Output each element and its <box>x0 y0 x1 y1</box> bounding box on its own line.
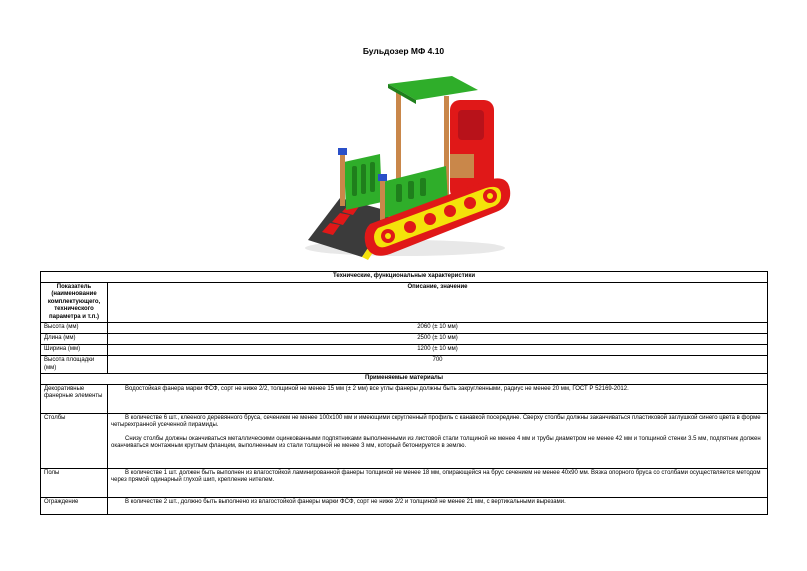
material-name: Декоративные фанерные элементы <box>41 384 108 413</box>
description-paragraph: В количестве 2 шт., должно быть выполнено из влагостойкой фанеры марки ФСФ, сорт не ниже 2/2 и толщиной не менее 21 мм, с вертикальными вырезами. <box>125 498 566 505</box>
post-cap <box>378 174 387 181</box>
param-name: Длина (мм) <box>41 334 108 345</box>
cab-roof <box>388 76 478 100</box>
material-name: Ограждение <box>41 497 108 514</box>
bulldozer-illustration <box>300 62 520 262</box>
front-post <box>340 154 345 206</box>
material-description <box>108 468 768 497</box>
column-header-row <box>41 282 768 323</box>
table-row <box>41 345 768 356</box>
cab-window <box>458 110 484 140</box>
table-row <box>41 497 768 514</box>
fence-cutouts <box>352 162 375 196</box>
table-row <box>41 356 768 374</box>
material-name: Столбы <box>41 413 108 468</box>
page-title: Бульдозер МФ 4.10 <box>362 46 445 56</box>
param-value: 2500 (± 10 мм) <box>108 334 768 345</box>
material-description <box>108 384 768 413</box>
seat <box>450 154 474 178</box>
specification-table <box>40 271 768 515</box>
section-header-tech <box>41 272 768 283</box>
section-title: Применяемые материалы <box>41 374 768 385</box>
description-paragraph: Снизу столбы должны оканчиваться металлическими оцинкованными подпятниками выполненными из листовой стали толщиной не менее 4 мм и трубы диаметром не менее 42 мм и толщиной стенки 3.5 мм, подпятник должен оканчиваться монтажным круглым фланцем, выполненным из стали толщиной не менее 3 мм, который бетонируется в землю. <box>111 435 761 449</box>
material-name: Полы <box>41 468 108 497</box>
table-row <box>41 413 768 468</box>
material-description <box>108 497 768 514</box>
post-cap <box>338 148 347 155</box>
param-name: Высота площадки (мм) <box>41 356 108 374</box>
description-paragraph: Водостойкая фанера марки ФСФ, сорт не ниже 2/2, толщиной не менее 15 мм (± 2 мм) все углы фанеры должны быть закругленными, радиус не менее 20 мм, ГОСТ Р 52169-2012. <box>125 385 629 392</box>
section-header-materials <box>41 374 768 385</box>
table-row <box>41 323 768 334</box>
param-name: Высота (мм) <box>41 323 108 334</box>
table-row <box>41 384 768 413</box>
column-header-parameter: Показатель (наименование комплектующего, технического параметра и т.п.) <box>41 282 108 323</box>
param-value: 1200 (± 10 мм) <box>108 345 768 356</box>
front-post <box>380 180 385 220</box>
table-row <box>41 334 768 345</box>
column-header-value: Описание, значение <box>108 282 768 323</box>
param-value: 700 <box>108 356 768 374</box>
material-description <box>108 413 768 468</box>
description-paragraph: В количестве 6 шт., клееного деревянного бруса, сечением не менее 100х100 мм и имеющими скругленный профиль с канавкой посередине. Сверху столбы должны заканчиваться пластиковой заглушкой синего цвета в форме четырехгранной усеченной пирамиды. <box>111 414 761 428</box>
table-row <box>41 468 768 497</box>
section-title: Технические, функциональные характеристики <box>41 272 768 283</box>
param-name: Ширина (мм) <box>41 345 108 356</box>
description-paragraph: В количестве 1 шт. должен быть выполнен из влагостойкой ламинированной фанеры толщиной не менее 18 мм, опирающейся на брус сечением не менее 40х90 мм. Вязка опорного бруса со столбами осуществляется методом через прямой одинарный глухой шип, крепление нителем. <box>111 469 761 483</box>
param-value: 2060 (± 10 мм) <box>108 323 768 334</box>
